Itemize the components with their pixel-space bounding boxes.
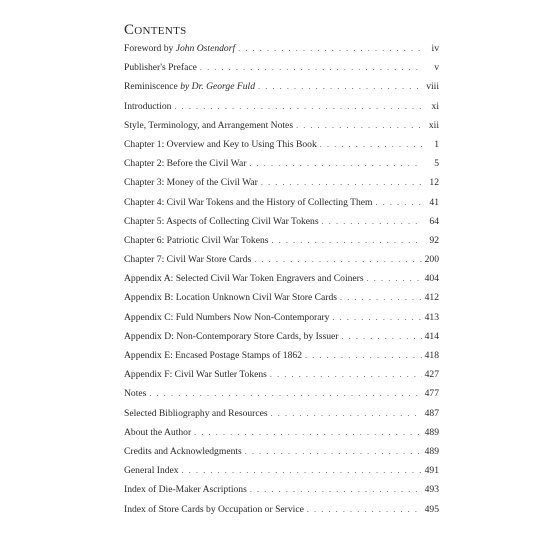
toc-entry — [124, 384, 439, 403]
dot-leader — [332, 308, 421, 327]
toc-entry-title-text: Chapter 6: Patriotic Civil War Tokens — [124, 234, 269, 246]
toc-entry — [124, 442, 439, 461]
toc-entry-title — [124, 423, 191, 442]
toc-entry — [124, 308, 439, 327]
dot-leader — [272, 231, 423, 250]
dot-leader — [322, 212, 422, 231]
toc-entry — [124, 39, 439, 58]
dot-leader — [307, 500, 422, 519]
toc-entry-title — [124, 39, 235, 58]
toc-entry-page-number: 477 — [424, 388, 439, 400]
toc-entry-title-text: Chapter 7: Civil War Store Cards — [124, 254, 252, 266]
dot-leader — [182, 461, 422, 480]
toc-entry-title — [124, 384, 146, 403]
toc-entry — [124, 500, 439, 519]
dot-leader — [254, 250, 421, 269]
toc-entry-title-text: Chapter 2: Before the Civil War — [124, 158, 247, 170]
toc-entry — [124, 365, 439, 384]
toc-entry-title-text: Chapter 3: Money of the Civil War — [124, 177, 258, 189]
toc-entry-page-number: 489 — [424, 445, 439, 457]
toc-entry-page-number: 1 — [434, 138, 439, 150]
toc-entry-title — [124, 173, 258, 192]
toc-entry-title-italic: John Ostendorf — [175, 43, 236, 54]
toc-entry-title-text: Notes — [124, 388, 147, 400]
toc-entry-title — [124, 327, 339, 346]
toc-entry-title — [124, 308, 329, 327]
toc-entry — [124, 212, 439, 231]
toc-entry-title-text: Introduction — [124, 100, 172, 112]
toc-entry — [124, 135, 439, 154]
toc-entry-title — [124, 461, 179, 480]
toc-entry-title-text: Appendix A: Selected Civil War Token Engravers and Coiners — [124, 273, 364, 285]
dot-leader — [340, 288, 422, 307]
toc-entry-title — [124, 346, 302, 365]
toc-entry-title — [124, 442, 242, 461]
toc-entry-page-number: 92 — [429, 234, 439, 246]
toc-entry-title — [124, 135, 317, 154]
toc-entry-page-number: 495 — [424, 503, 439, 515]
toc-entry — [124, 193, 439, 212]
toc-entry-page-number: xii — [428, 119, 439, 131]
dot-leader — [261, 173, 422, 192]
toc-entry-page-number: 493 — [424, 484, 439, 496]
toc-entry-title-text: Index of Die-Maker Ascriptions — [124, 484, 247, 496]
toc-entry-page-number: viii — [426, 81, 439, 93]
dot-leader — [149, 384, 421, 403]
toc-entry — [124, 346, 439, 365]
toc-entry-title-text: Foreword by — [124, 43, 176, 54]
toc-entry-title — [124, 77, 255, 96]
toc-entry-page-number: 41 — [429, 196, 439, 208]
toc-entry-title-text: Appendix D: Non-Contemporary Store Cards, by Issuer — [124, 330, 339, 342]
toc-entry-page-number: 418 — [424, 350, 439, 361]
toc-entry-title — [124, 500, 304, 519]
toc-entry — [124, 288, 439, 307]
toc-entry-page-number: 487 — [424, 407, 439, 419]
toc-entry-page-number: xi — [431, 100, 439, 112]
dot-leader — [342, 327, 422, 346]
toc-entry-title-text: Reminiscence — [124, 81, 181, 93]
toc-entry-title-text: Selected Bibliography and Resources — [124, 407, 268, 419]
dot-leader — [238, 39, 422, 58]
toc-entry — [124, 461, 439, 480]
dot-leader — [320, 135, 422, 154]
toc-entry-title — [124, 404, 268, 423]
toc-entry — [124, 77, 439, 96]
toc-entry-title — [124, 250, 251, 269]
toc-entry-page-number: 12 — [429, 177, 439, 189]
toc-entry-title-text: Publisher's Preface — [124, 62, 197, 74]
toc-entry — [124, 404, 439, 423]
toc-entry-title-text: Style, Terminology, and Arrangement Notes — [124, 119, 294, 131]
toc-entry-title — [124, 58, 197, 77]
toc-entry-page-number: 489 — [424, 426, 439, 438]
dot-leader — [258, 77, 422, 96]
toc-entry — [124, 327, 439, 346]
toc-entry — [124, 154, 439, 173]
toc-entry-title — [124, 154, 246, 173]
toc-entry-title-text: Chapter 4: Civil War Tokens and the History of Collecting Them — [124, 196, 373, 208]
toc-entry-page-number: 412 — [424, 292, 439, 304]
toc-entry-title-text: General Index — [124, 465, 179, 477]
toc-entry-title-text: Appendix F: Civil War Sutler Tokens — [124, 369, 267, 381]
toc-entry-title-italic: by Dr. George Fuld — [180, 81, 256, 93]
toc-entry-page-number: iv — [431, 43, 439, 54]
dot-leader — [270, 365, 422, 384]
toc-entry — [124, 97, 439, 116]
toc-entry-title-text: Appendix E: Encased Postage Stamps of 1862 — [124, 350, 302, 361]
page-title: Contents — [124, 22, 187, 38]
toc-list — [124, 39, 439, 519]
toc-entry-title — [124, 288, 337, 307]
toc-entry-page-number: 491 — [424, 465, 439, 477]
toc-entry-title-text: Chapter 1: Overview and Key to Using This Book — [124, 138, 317, 150]
toc-entry — [124, 269, 439, 288]
toc-entry — [124, 480, 439, 499]
dot-leader — [376, 193, 423, 212]
toc-entry — [124, 58, 439, 77]
toc-entry-page-number: 64 — [429, 215, 439, 227]
dot-leader — [250, 480, 422, 499]
toc-entry-title-text: Index of Store Cards by Occupation or Service — [124, 503, 304, 515]
toc-entry — [124, 423, 439, 442]
toc-entry-title — [124, 269, 364, 288]
toc-entry-page-number: 200 — [424, 254, 439, 266]
toc-entry-page-number: 404 — [424, 273, 439, 285]
dot-leader — [194, 423, 421, 442]
dot-leader — [367, 269, 422, 288]
toc-entry-page-number: 5 — [434, 158, 439, 170]
dot-leader — [271, 404, 422, 423]
toc-entry-page-number: v — [434, 62, 439, 74]
toc-entry-title — [124, 193, 373, 212]
dot-leader — [296, 116, 422, 135]
toc-entry-title — [124, 212, 319, 231]
toc-entry — [124, 173, 439, 192]
dot-leader — [249, 154, 422, 173]
toc-entry-page-number: 427 — [424, 369, 439, 381]
toc-entry-title — [124, 365, 267, 384]
toc-entry-title-text: Chapter 5: Aspects of Collecting Civil War Tokens — [124, 215, 319, 227]
toc-entry — [124, 116, 439, 135]
toc-entry-title-text: About the Author — [124, 426, 192, 438]
dot-leader — [245, 442, 422, 461]
toc-entry — [124, 250, 439, 269]
toc-entry-page-number: 413 — [424, 311, 439, 323]
toc-entry-title-text: Credits and Acknowledgments — [124, 445, 242, 457]
toc-entry-title — [124, 97, 171, 116]
toc-entry-title — [124, 231, 269, 250]
dot-leader — [174, 97, 422, 116]
toc-entry — [124, 231, 439, 250]
toc-entry-title — [124, 116, 293, 135]
dot-leader — [200, 58, 422, 77]
toc-entry-page-number: 414 — [424, 330, 439, 342]
toc-entry-title-text: Appendix C: Fuld Numbers Now Non-Contemporary — [124, 311, 330, 323]
dot-leader — [305, 346, 422, 365]
toc-entry-title — [124, 480, 247, 499]
toc-entry-title-text: Appendix B: Location Unknown Civil War Store Cards — [124, 292, 338, 304]
